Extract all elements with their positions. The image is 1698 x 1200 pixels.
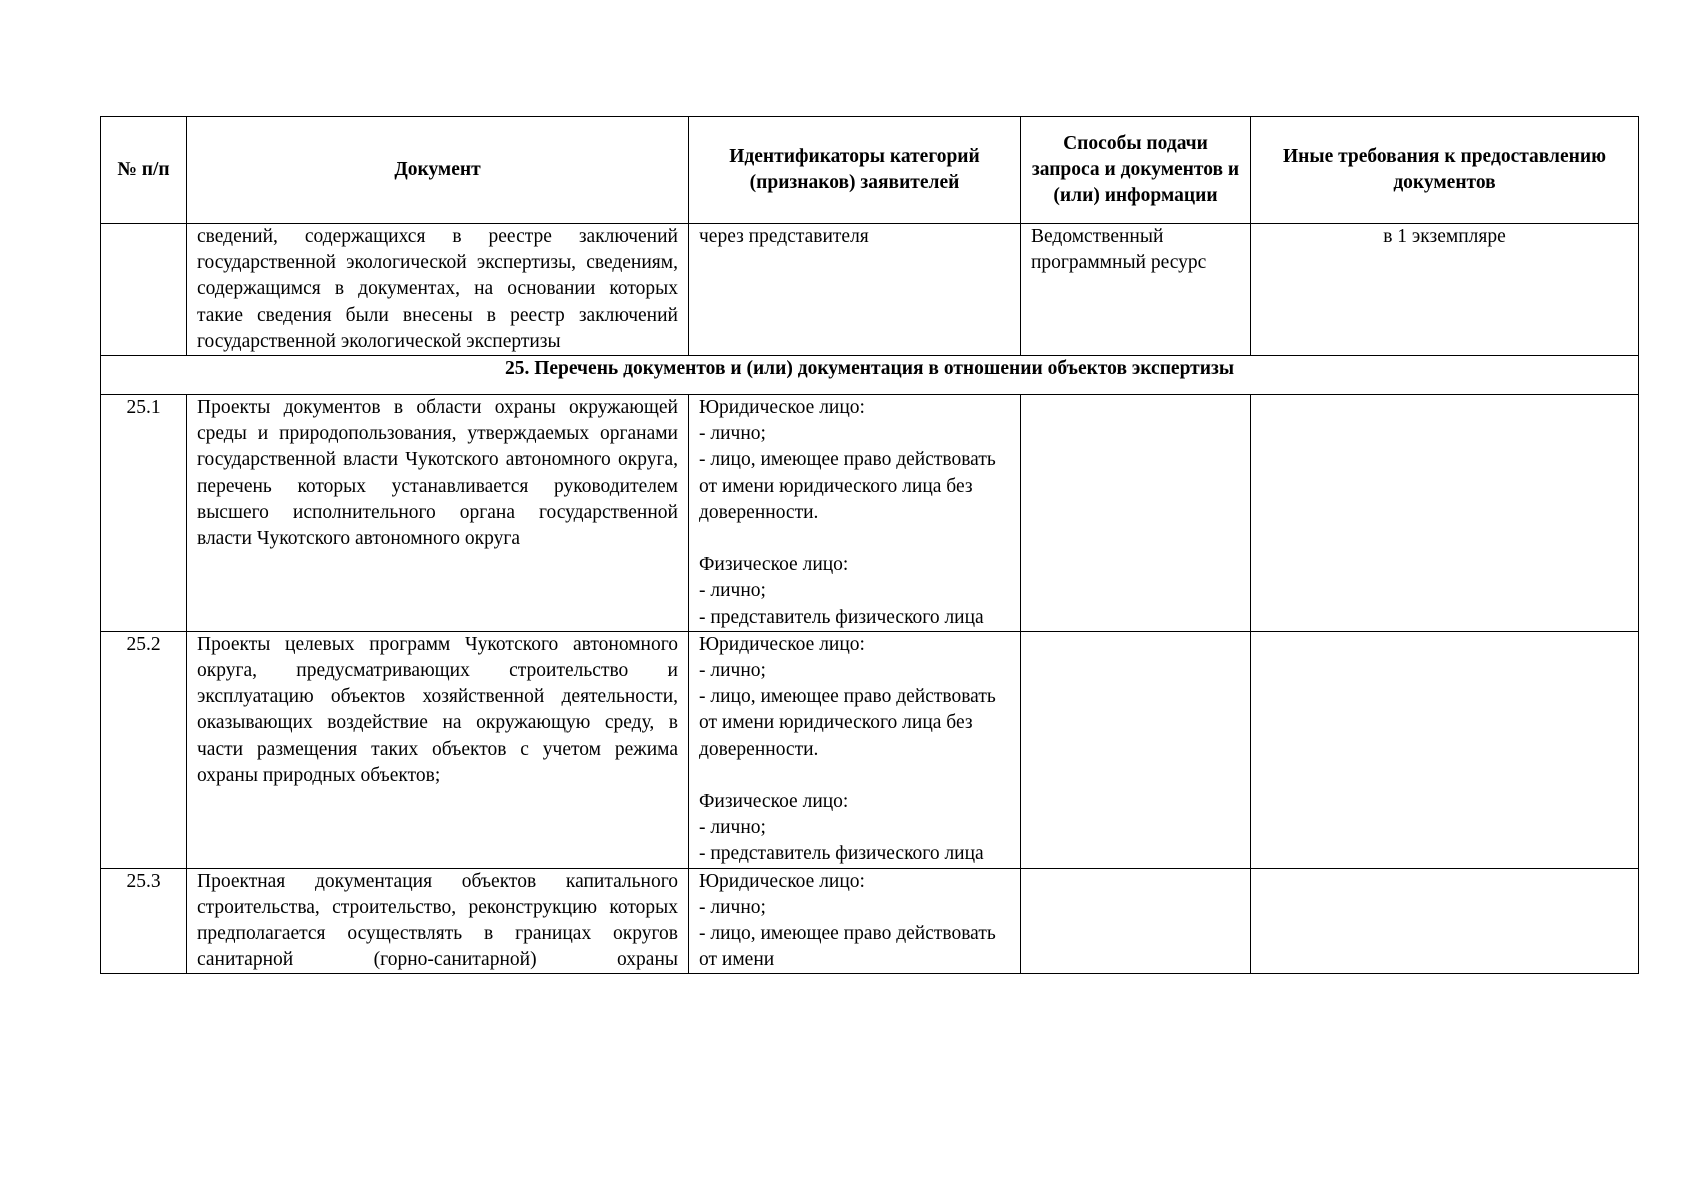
table-row — [101, 631, 1639, 868]
cell-document: сведений, содержащихся в реестре заключений государственной экологической экспертизы, сведениям, содержащимся в документах, на основании которых такие сведения были внесены в реестр заключений государственной экологической экспертизы — [187, 224, 689, 356]
section-row — [101, 356, 1639, 395]
cell-submission-ways — [1021, 868, 1251, 974]
table-row — [101, 224, 1639, 356]
header-row — [101, 117, 1639, 224]
cell-submission-ways — [1021, 631, 1251, 868]
cell-applicant-identifiers: Юридическое лицо: - лично; - лицо, имеющее право действовать от имени юридического лица без доверенности. Физическое лицо: - лично; - представитель физического лица — [689, 395, 1021, 632]
table-row — [101, 868, 1639, 974]
cell-num: 25.1 — [101, 395, 187, 632]
cell-document: Проекты документов в области охраны окружающей среды и природопользования, утверждаемых органами государственной власти Чукотского автономного округа, перечень которых устанавливается руководителем высшего исполнительного органа государственной власти Чукотского автономного округа — [187, 395, 689, 632]
cell-num: 25.2 — [101, 631, 187, 868]
cell-num: 25.3 — [101, 868, 187, 974]
cell-document: Проекты целевых программ Чукотского автономного округа, предусматривающих строительство и эксплуатацию объектов хозяйственной деятельности, оказывающих воздействие на окружающую среду, в части размещения таких объектов с учетом режима охраны природных объектов; — [187, 631, 689, 868]
table-body — [101, 224, 1639, 974]
cell-other-requirements — [1251, 868, 1639, 974]
cell-applicant-identifiers: Юридическое лицо: - лично; - лицо, имеющее право действовать от имени юридического лица без доверенности. Физическое лицо: - лично; - представитель физического лица — [689, 631, 1021, 868]
cell-applicant-identifiers: через представителя — [689, 224, 1021, 356]
cell-document: Проектная документация объектов капитального строительства, строительство, реконструкцию которых предполагается осуществлять в границах округов санитарной (горно-санитарной) охраны — [187, 868, 689, 974]
header-document: Документ — [187, 117, 689, 224]
header-submission-ways: Способы подачи запроса и документов и (или) информации — [1021, 117, 1251, 224]
cell-other-requirements — [1251, 395, 1639, 632]
cell-applicant-identifiers: Юридическое лицо: - лично; - лицо, имеющее право действовать от имени — [689, 868, 1021, 974]
cell-submission-ways: Ведомственный программный ресурс — [1021, 224, 1251, 356]
cell-submission-ways — [1021, 395, 1251, 632]
cell-other-requirements: в 1 экземпляре — [1251, 224, 1639, 356]
documents-table — [100, 116, 1639, 974]
header-applicant-identifiers: Идентификаторы категорий (признаков) заявителей — [689, 117, 1021, 224]
cell-num — [101, 224, 187, 356]
table-header — [101, 117, 1639, 224]
cell-other-requirements — [1251, 631, 1639, 868]
header-num: № п/п — [101, 117, 187, 224]
table-row — [101, 395, 1639, 632]
header-other-requirements: Иные требования к предоставлению документов — [1251, 117, 1639, 224]
section-title: 25. Перечень документов и (или) документация в отношении объектов экспертизы — [101, 356, 1639, 395]
